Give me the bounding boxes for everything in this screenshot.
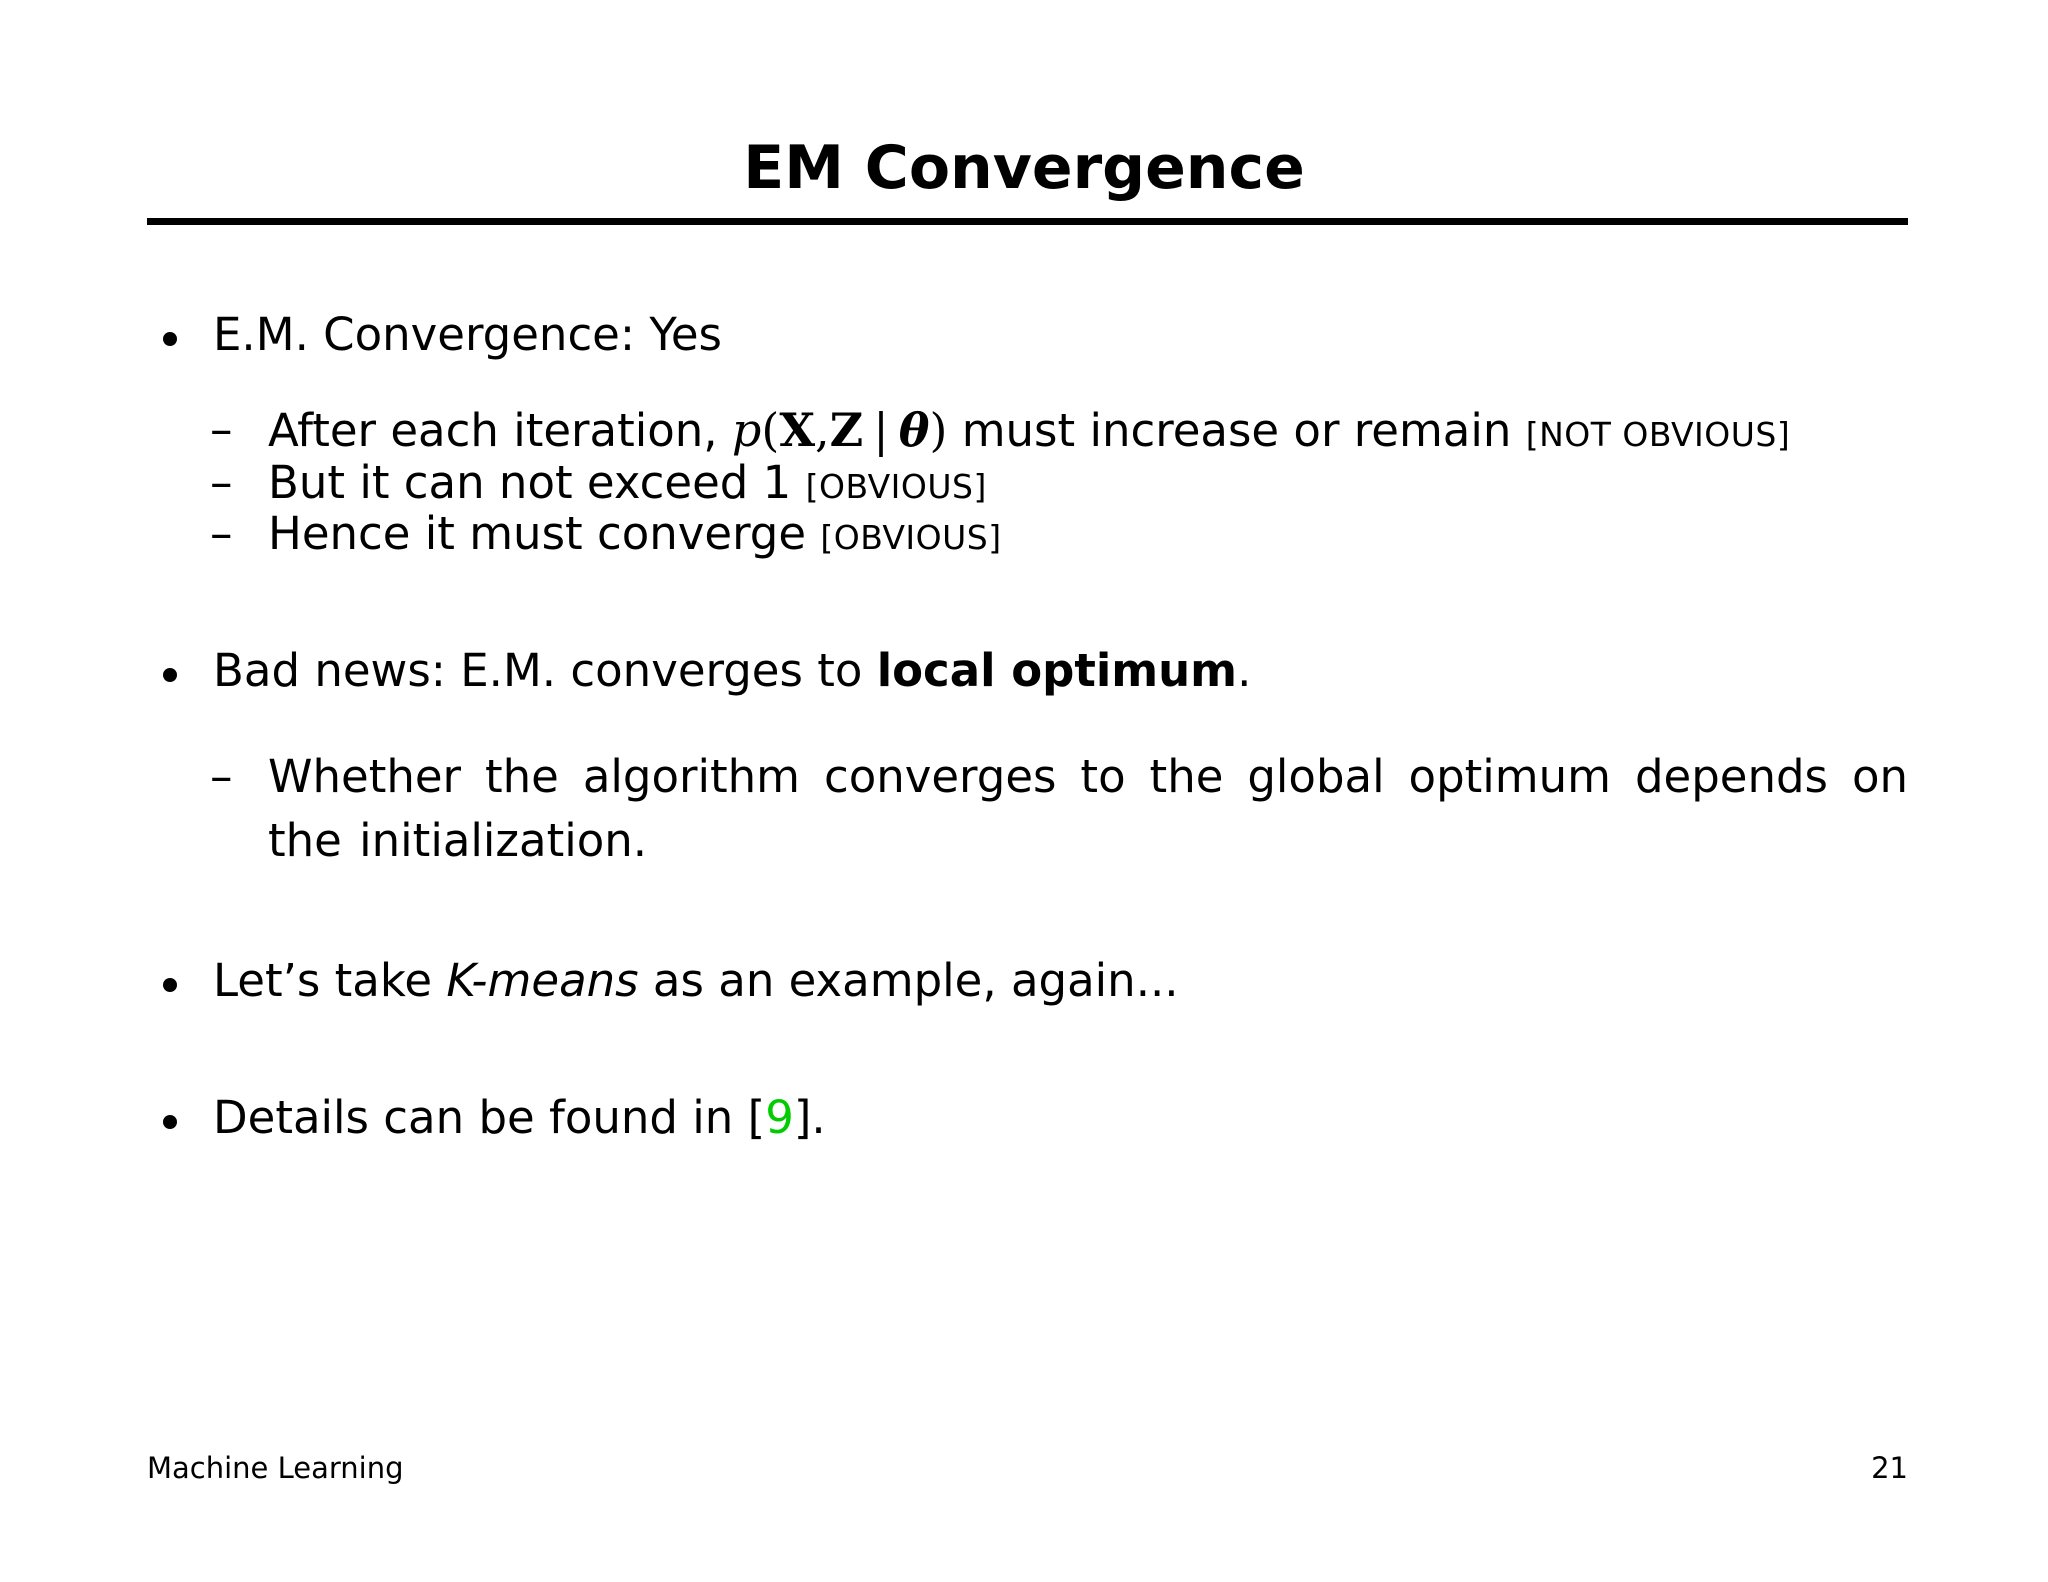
- text-segment: After each iteration,: [268, 404, 732, 457]
- dash-icon: –: [210, 456, 233, 509]
- title-rule: [147, 218, 1908, 225]
- dash-icon: –: [210, 507, 233, 560]
- emphasis-local-optimum: local optimum: [876, 644, 1238, 697]
- bullet-dot-icon: [163, 668, 177, 682]
- text-segment: Hence it must converge: [268, 507, 821, 560]
- math-open-paren: (: [761, 403, 780, 457]
- annotation-tag: [NOT OBVIOUS]: [1525, 415, 1791, 454]
- text-segment: Bad news: E.M. converges to: [213, 644, 877, 697]
- annotation-tag: [OBVIOUS]: [805, 467, 987, 506]
- text-segment: as an example, again...: [638, 954, 1179, 1007]
- dash-icon: –: [210, 403, 233, 456]
- math-theta: θ: [898, 403, 930, 457]
- math-x: X: [779, 403, 816, 457]
- likelihood-formula: [732, 403, 947, 457]
- footer-page-number: 21: [1871, 1451, 1908, 1485]
- sub-item-text: [268, 403, 1790, 462]
- footer-course: Machine Learning: [147, 1451, 404, 1485]
- bullet-text: [213, 950, 1179, 1012]
- sub-item-initialization: [210, 745, 1908, 873]
- bullet-dot-icon: [163, 978, 177, 992]
- text-segment: ].: [793, 1091, 826, 1144]
- sub-item-text: [268, 456, 987, 514]
- math-z: Z: [829, 403, 864, 457]
- text-segment: Let’s take: [213, 954, 447, 1007]
- math-p: p: [731, 403, 762, 457]
- bullet-text: E.M. Convergence: Yes: [213, 308, 722, 361]
- text-segment: must increase or remain: [947, 404, 1526, 457]
- bullet-text: [213, 1087, 826, 1149]
- text-segment: Details can be found in [: [213, 1091, 766, 1144]
- bullet-dot-icon: [163, 1115, 177, 1129]
- math-bar: |: [873, 403, 889, 457]
- bullet-text: [213, 640, 1251, 702]
- dash-icon: –: [210, 750, 233, 803]
- annotation-tag: [OBVIOUS]: [820, 518, 1002, 557]
- emphasis-kmeans: K-means: [446, 954, 639, 1007]
- text-segment: .: [1237, 644, 1252, 697]
- sub-item-text: [268, 507, 1002, 565]
- sub-item-text: Whether the algorithm converges to the global optimum depends on the initialization.: [268, 750, 1908, 867]
- math-close-paren: ): [929, 403, 948, 457]
- text-segment: But it can not exceed 1: [268, 456, 806, 509]
- citation-link[interactable]: 9: [765, 1091, 794, 1144]
- slide-title: EM Convergence: [743, 133, 1305, 203]
- math-comma: ,: [815, 403, 830, 457]
- bullet-dot-icon: [163, 332, 177, 346]
